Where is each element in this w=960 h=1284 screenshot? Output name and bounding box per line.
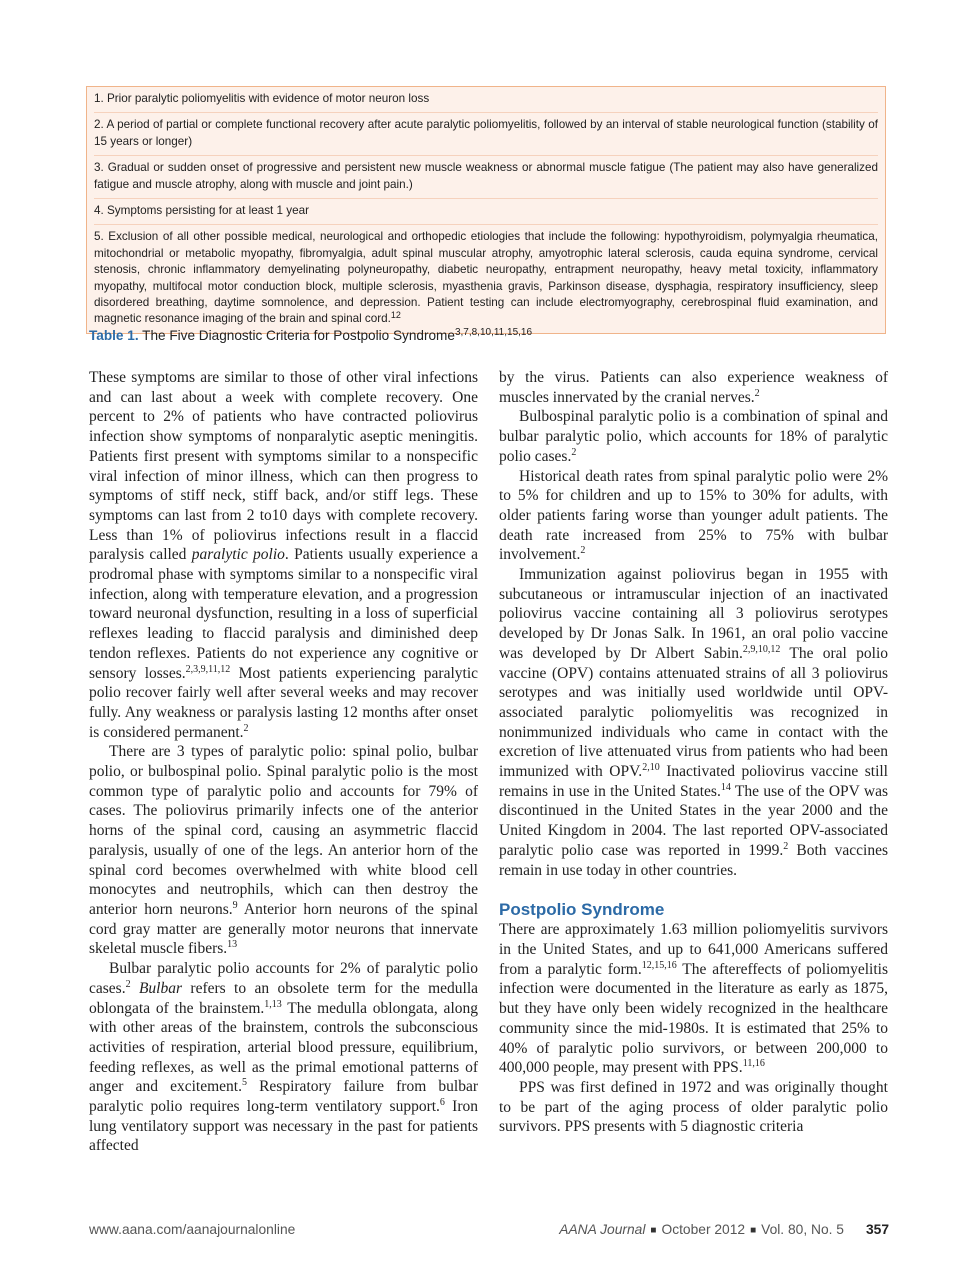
diagnostic-criteria-table: [86, 86, 886, 334]
citation-superscript: 9: [232, 899, 238, 911]
text-run: by the virus. Patients can also experience weakness of muscles innervated by the cranial nerves.: [499, 369, 888, 406]
text-run: Bulbar paralytic polio accounts for 2% of paralytic polio cases.: [89, 960, 478, 997]
paragraph: [499, 920, 888, 1078]
paragraph: [89, 742, 478, 959]
text-run: The use of the OPV was discontinued in the United States in the year 2000 and the United Kingdom in 2004. The last reported OPV-associated paralytic polio case was reported in 1999.: [499, 782, 888, 859]
citation-superscript: 11,16: [742, 1058, 765, 1070]
criterion-5: 5. Exclusion of all other possible medical, neurological and orthopedic etiologies that include the following: hypothyroidism, polymyalgia rheumatica, mitochondrial or metabolic myopathy, fibromyalgia, adult spinal muscular atrophy, amyotrophic lateral sclerosis, cauda equina syndrome, cervical stenosis, chronic inflammatory demyelinating polyneuropathy, diabetic neuropathy, entrapment neuropathy, heavy metal toxicity, inflammatory myopathy, multifocal motor conduction block, multiple sclerosis, myasthenia gravis, Parkinson disease, dysphagia, respiratory insufficiency, sleep disordered breathing, daytime somnolence, and depression. Patient testing can include electromyography, cerebrospinal fluid examination, and magnetic resonance imaging of the brain and spinal cord.$^{12}$: [94, 230, 878, 326]
text-run: The medulla oblongata, along with other areas of the brainstem, controls the subconscious activities of respiration, arterial blood pressure, equilibrium, feeding reflexes, as well as the primal emotional patterns of anger and excitement.: [89, 999, 478, 1096]
citation-superscript: 5: [241, 1077, 247, 1089]
citation-superscript: 2: [580, 545, 586, 557]
text-run: There are approximately 1.63 million poliomyelitis survivors in the United States, and up to 641,000 Americans suffered from a paralytic form.: [499, 921, 888, 978]
text-run: Anterior horn neurons of the spinal cord gray matter are generally motor neurons that innervate skeletal muscle fibers.: [89, 900, 478, 958]
text-run: The oral polio vaccine (OPV) contains attenuated strains of all 3 poliovirus serotypes and was initially used worldwide until OPV-associated paralytic poliomyelitis was recognized in nonimmunized individuals who came in contact with the excretion of live attenuated virus from patients who had been immunized with OPV.: [499, 644, 888, 781]
text-run: Inactivated poliovirus vaccine still remains in use in the United States.: [499, 763, 888, 800]
text-run: Respiratory failure from bulbar paralytic polio requires long-term ventilatory support.: [89, 1078, 478, 1116]
paragraph: [499, 368, 888, 407]
citation-superscript: 2: [754, 387, 760, 399]
table-caption-text: The Five Diagnostic Criteria for Postpolio Syndrome: [142, 328, 455, 343]
text-run: The aftereffects of poliomyelitis infection were documented in the literature as early as 1875, but they have only been widely recognized in the healthcare community since the mid-1980s. It is estimated that 25% to 40% of paralytic polio survivors, or between 200,000 to 400,000 people, may present with PPS.: [499, 960, 889, 1077]
page-footer: [89, 1222, 889, 1242]
paragraph: [499, 467, 888, 566]
criterion-5-citation: 12: [390, 310, 401, 321]
text-run: [131, 980, 139, 997]
paragraph: [89, 368, 478, 742]
journal-url-link[interactable]: www.aana.com/aanajournalonline: [89, 1222, 296, 1237]
page-number: 357: [865, 1222, 889, 1237]
left-column: [89, 368, 478, 1156]
citation-superscript: 2,10: [642, 762, 660, 774]
right-column: [499, 368, 888, 1137]
citation-superscript: 1,13: [264, 998, 282, 1010]
text-run: Iron lung ventilatory support was necessary in the past for patients affected: [89, 1098, 478, 1155]
citation-superscript: 12,15,16: [641, 959, 677, 971]
citation-superscript: 2: [243, 722, 249, 734]
paragraph: [499, 565, 888, 880]
criterion-4: 4. Symptoms persisting for at least 1 year: [94, 202, 878, 225]
criterion-1: 1. Prior paralytic poliomyelitis with evidence of motor neuron loss: [94, 90, 878, 113]
citation-superscript: 2: [571, 446, 577, 458]
citation-superscript: 14: [720, 781, 731, 793]
citation-superscript: 2,9,10,12: [742, 643, 781, 655]
criterion-3: 3. Gradual or sudden onset of progressive and persistent new muscle weakness or abnormal muscle fatigue (The patient may also have generalized fatigue and muscle atrophy, along with muscle and joint pain.): [94, 159, 878, 199]
text-run: There are 3 types of paralytic polio: spinal polio, bulbar polio, or bulbospinal polio. Spinal paralytic polio is the most common type of paralytic polio and accounts for 79% of cases. The poliovirus primarily infects one of the anterior horns of the spinal cord, causing an asymmetric flaccid paralysis, usually of one of the legs. An anterior horn of the spinal cord becomes overwhelmed with white blood cell monocytes and neutrophils, which can then destroy the anterior horn neurons.: [89, 743, 478, 918]
footer-citation: [559, 1222, 889, 1237]
paragraph: [499, 407, 888, 466]
issue-date: October 2012: [661, 1222, 746, 1237]
paragraph: [89, 959, 478, 1156]
journal-name: AANA Journal: [559, 1222, 646, 1237]
table-caption-citations: 3,7,8,10,11,15,16: [454, 327, 533, 338]
citation-superscript: 2,3,9,11,12: [185, 663, 231, 675]
citation-superscript: 2: [783, 840, 789, 852]
text-run: Bulbospinal paralytic polio is a combination of spinal and bulbar paralytic polio, which accounts for 18% of paralytic polio cases.: [499, 408, 888, 465]
text-run: These symptoms are similar to those of other viral infections and can last about a week with complete recovery. One percent to 2% of patients who have contracted poliovirus infection show symptoms of nonparalytic aseptic meningitis. Patients first present with symptoms similar to a nonspecific viral infection of minor illness, which can then progress to symptoms of stiff neck, stiff back, and/or stiff legs. These symptoms can last from 2 to10 days with complete recovery. Less than 1% of poliovirus infections result in a flaccid paralysis called: [89, 369, 478, 564]
citation-superscript: 2: [125, 978, 131, 990]
text-run: Both vaccines remain in use today in other countries.: [499, 841, 888, 879]
paragraph: [499, 1078, 888, 1137]
text-run: Most patients experiencing paralytic polio recover fairly well after several weeks and may recover fully. Any weakness or paralysis lasting 12 months after onset is considered permanent.: [89, 664, 479, 741]
table-caption: [89, 328, 879, 343]
table-caption-label: Table 1.: [89, 328, 139, 343]
volume-issue: Vol. 80, No. 5: [761, 1222, 844, 1237]
section-heading: Postpolio Syndrome: [499, 900, 665, 920]
text-run: PPS was first defined in 1972 and was originally thought to be part of the aging process of older paralytic polio survivors. PPS presents with 5 diagnostic criteria: [499, 1078, 888, 1136]
citation-superscript: 6: [439, 1097, 445, 1109]
citation-superscript: 13: [227, 939, 238, 951]
text-run: Historical death rates from spinal paralytic polio were 2% to 5% for children and up to 15% to 30% for adults, with older patients faring worse than younger adult patients. The death rate increased from 25% to 75% with bulbar involvement.: [499, 467, 888, 564]
italic-term: paralytic polio: [191, 546, 285, 564]
text-run: . Patients usually experience a prodromal phase with symptoms similar to a nonspecific viral infection, along with temperature elevation, and a progression toward neuronal dysfunction, resulting in a loss of superficial reflexes leading to flaccid paralysis and diminished deep tendon reflexes. Patients do not experience any cognitive or sensory losses.: [89, 546, 478, 682]
bullet-separator: ■: [650, 1225, 657, 1236]
text-run: Immunization against poliovirus began in 1955 with subcutaneous or intramuscular injection of an inactivated poliovirus vaccine containing all 3 poliovirus serotypes developed by Dr Jonas Salk. In 1961, an oral polio vaccine was developed by Dr Albert Sabin.: [499, 566, 888, 662]
italic-term: Bulbar: [138, 979, 183, 997]
criterion-2: 2. A period of partial or complete functional recovery after acute paralytic poliomyelitis, followed by an interval of stable neurological function (stability of 15 years or longer): [94, 116, 878, 156]
text-run: refers to an obsolete term for the medulla oblongata of the brainstem.: [89, 979, 479, 1017]
bullet-separator: ■: [750, 1225, 757, 1236]
